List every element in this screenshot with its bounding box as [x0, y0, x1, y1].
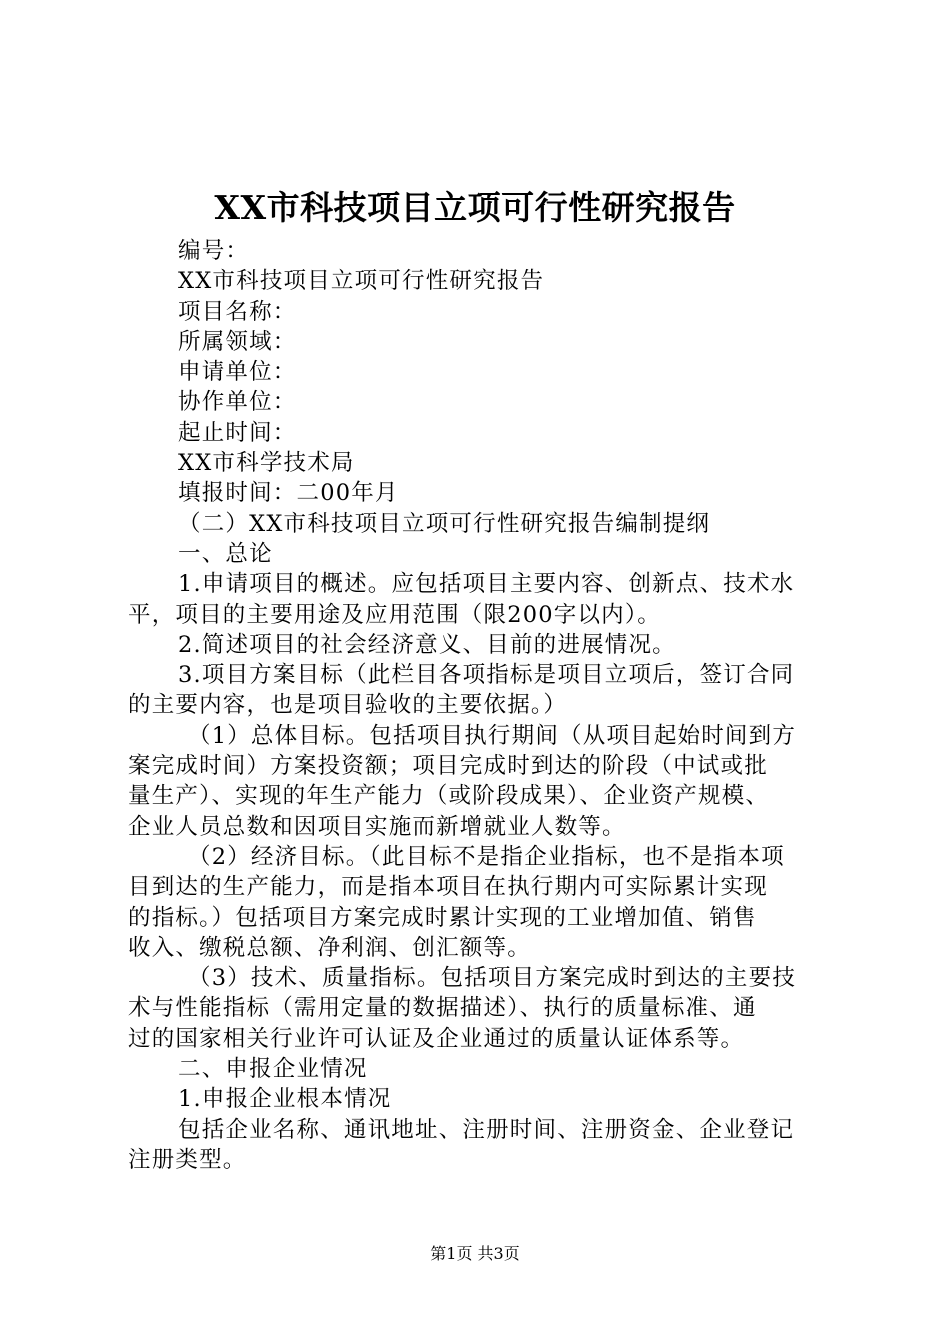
doc-line: （1）总体目标。包括项目执行期间（从项目起始时间到方: [188, 722, 797, 749]
doc-line: 起止时间：: [178, 419, 297, 446]
doc-line: 的主要内容，也是项目验收的主要依据。）: [128, 692, 568, 719]
doc-line: 填报时间：二00年月: [178, 480, 399, 507]
page-title: XX市科技项目立项可行性研究报告: [214, 188, 736, 227]
doc-line: 协作单位：: [178, 389, 297, 416]
doc-line: 3.项目方案目标（此栏目各项指标是项目立项后，签订合同: [178, 662, 795, 689]
doc-line: XX市科技项目立项可行性研究报告: [178, 268, 545, 295]
doc-line: 所属领域：: [178, 328, 297, 355]
doc-line: 1.申请项目的概述。应包括项目主要内容、创新点、技术水: [178, 571, 795, 598]
doc-line: 的指标。）包括项目方案完成时累计实现的工业增加值、销售: [128, 904, 757, 931]
doc-line: 目到达的生产能力，而是指本项目在执行期内可实际累计实现: [128, 874, 768, 901]
doc-line: 案完成时间）方案投资额；项目完成时到达的阶段（中试或批: [128, 753, 768, 780]
doc-line: XX市科学技术局: [178, 450, 355, 477]
section-heading: 一、总论: [178, 540, 273, 567]
doc-line: （二）XX市科技项目立项可行性研究报告编制提纲: [178, 510, 711, 537]
doc-line: 项目名称：: [178, 298, 297, 325]
section-heading: 二、申报企业情况: [178, 1056, 368, 1083]
doc-line: （2）经济目标。（此目标不是指企业指标，也不是指本项: [188, 843, 785, 870]
doc-line: （3）技术、质量指标。包括项目方案完成时到达的主要技: [188, 965, 797, 992]
doc-line: 过的国家相关行业许可认证及企业通过的质量认证体系等。: [128, 1025, 745, 1052]
doc-line: 收入、缴税总额、净利润、创汇额等。: [128, 934, 531, 961]
doc-line: 包括企业名称、通讯地址、注册时间、注册资金、企业登记: [178, 1116, 795, 1143]
doc-line: 1.申报企业根本情况: [178, 1086, 392, 1113]
doc-line: 编号：: [178, 238, 250, 264]
doc-line: 术与性能指标（需用定量的数据描述）、执行的质量标准、通: [128, 995, 757, 1022]
doc-line: 平，项目的主要用途及应用范围（限200字以内）。: [128, 601, 661, 628]
doc-line: 申请单位：: [178, 359, 297, 386]
doc-line: 量生产）、实现的年生产能力（或阶段成果）、企业资产规模、: [128, 783, 770, 810]
doc-line: 2.简述项目的社会经济意义、目前的进展情况。: [178, 631, 676, 658]
doc-line: 企业人员总数和因项目实施而新增就业人数等。: [128, 813, 626, 840]
doc-line: 注册类型。: [128, 1146, 247, 1173]
page-number-footer: 第1页 共3页: [430, 1244, 520, 1263]
document-body: [128, 236, 828, 1175]
